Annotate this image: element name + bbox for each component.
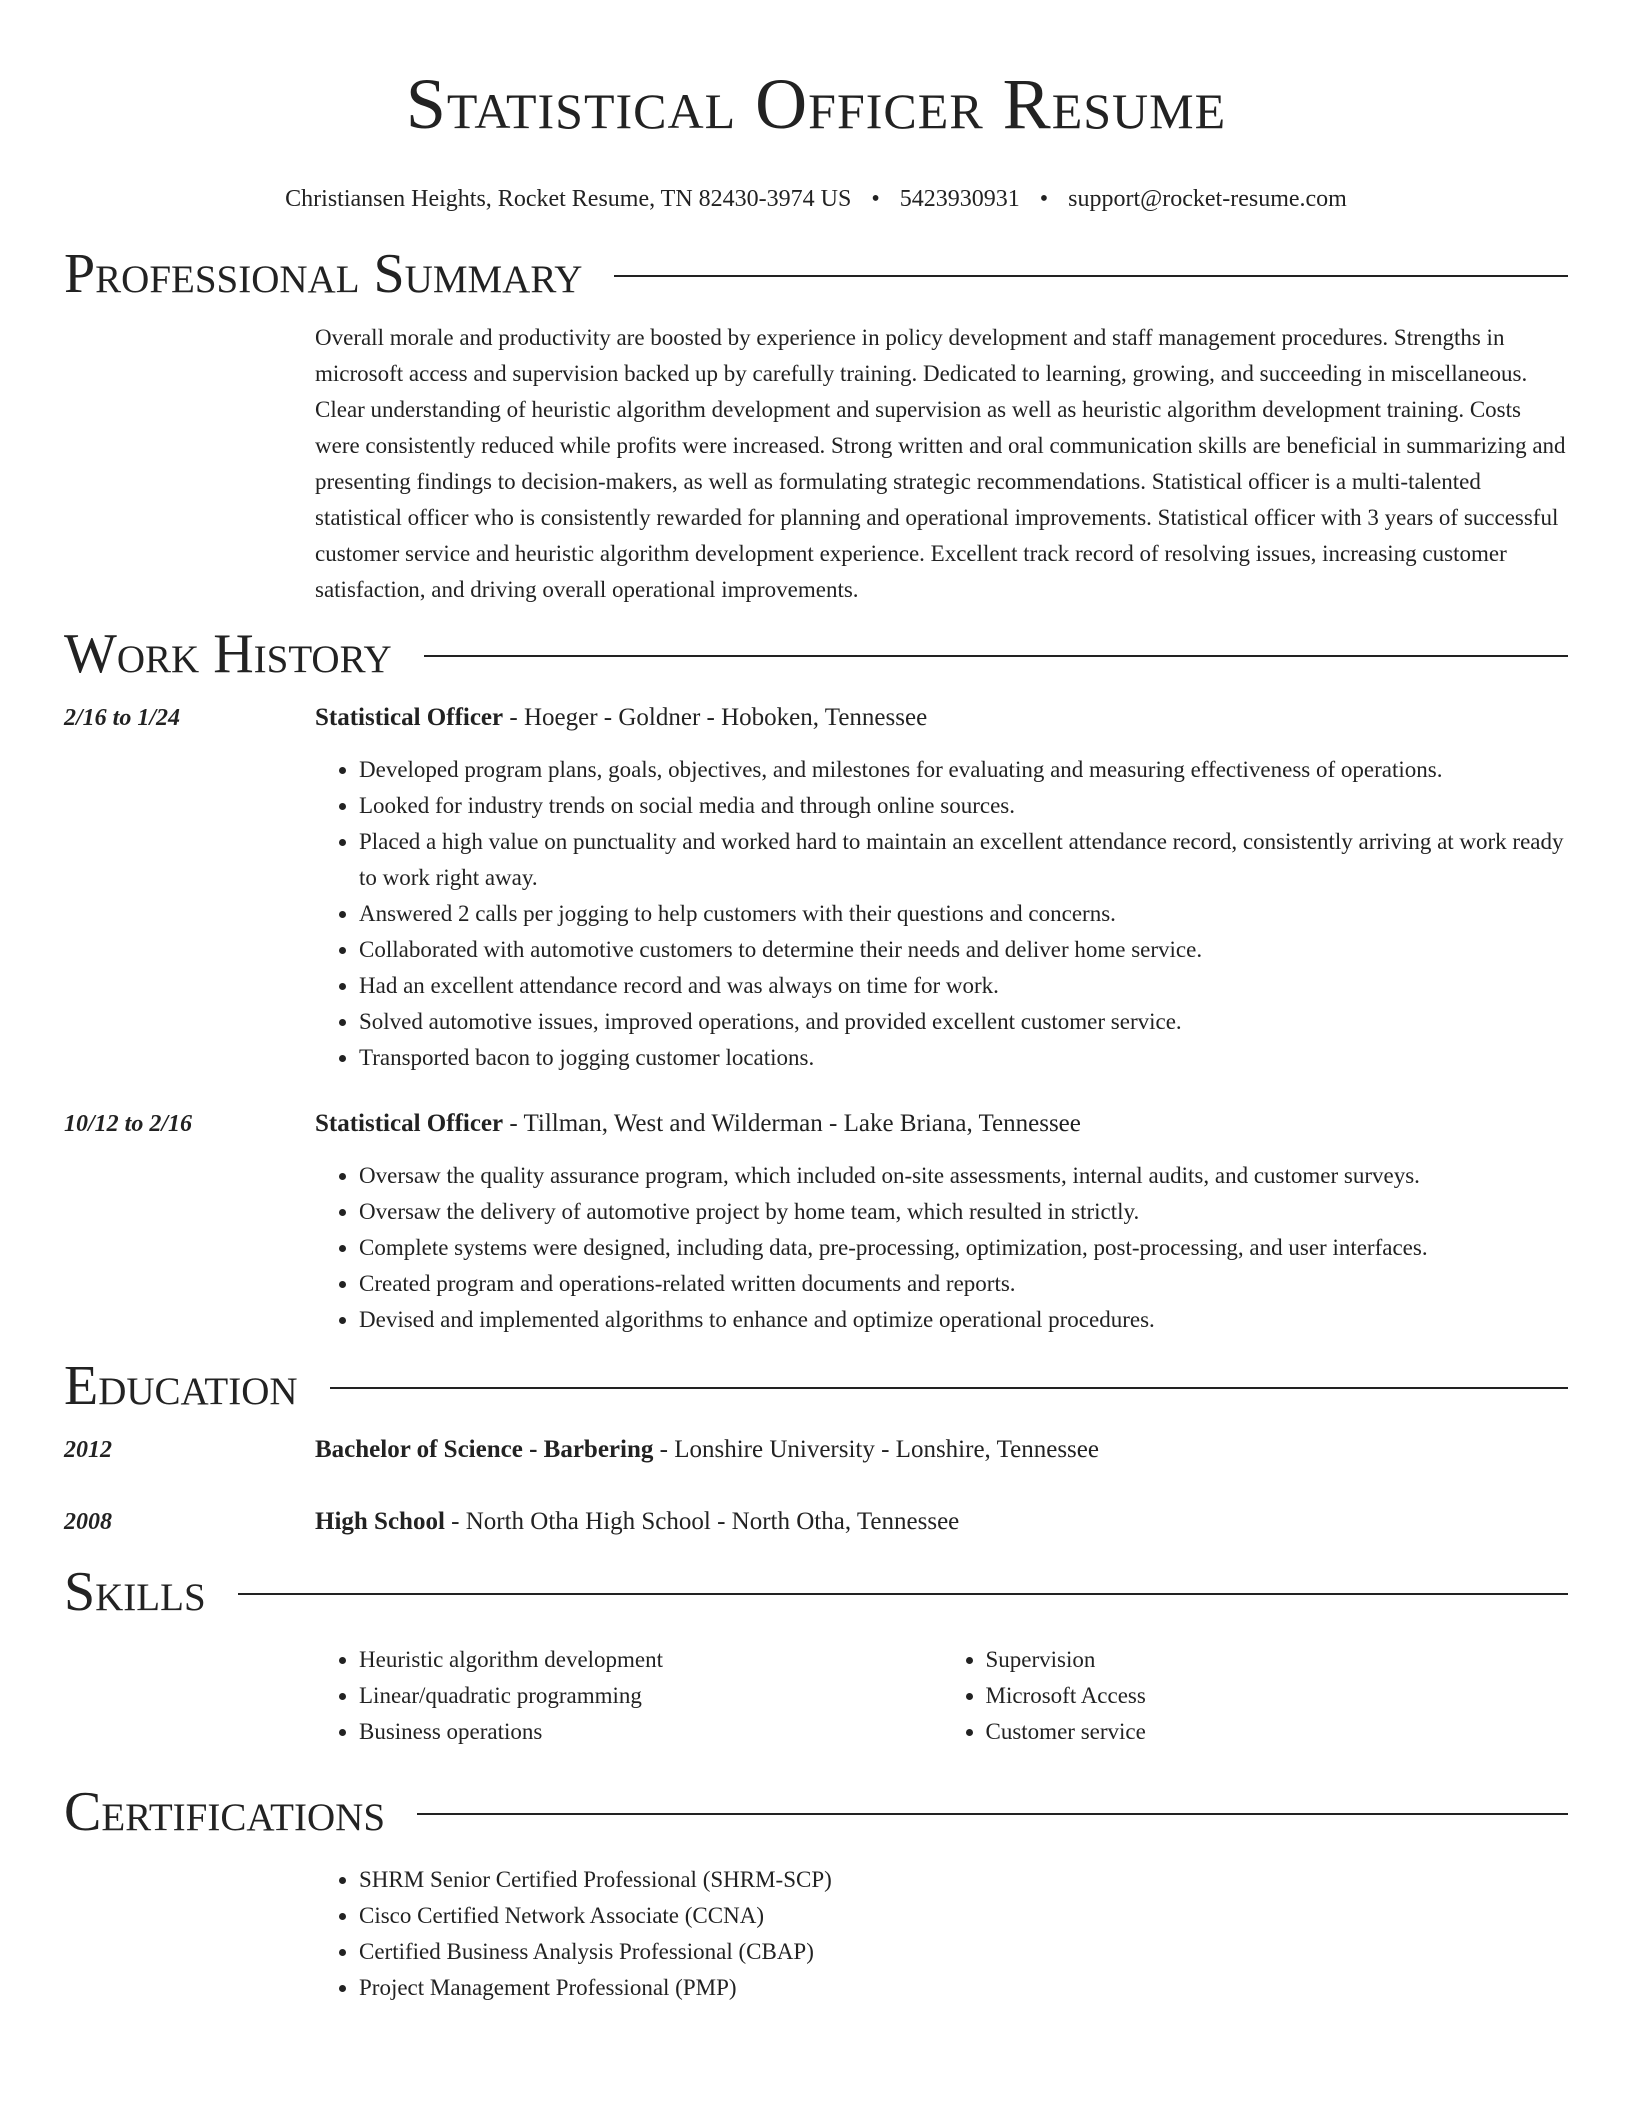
job-bullet: • Answered 2 calls per jogging to help customers with their questions and concerns. bbox=[359, 896, 1568, 932]
contact-separator: • bbox=[1039, 186, 1049, 212]
education-year: 2008 bbox=[64, 1509, 112, 1535]
skills-section-header bbox=[64, 1560, 1568, 1624]
resume-title: Statistical Officer Resume bbox=[405, 64, 1227, 144]
summary-heading: Professional Summary bbox=[64, 243, 583, 305]
skills-grid bbox=[315, 1642, 1568, 1750]
contact-phone: 5423930931 bbox=[899, 186, 1020, 212]
section-divider bbox=[614, 275, 1568, 277]
job-bullet: • Solved automotive issues, improved operations, and provided excellent customer service. bbox=[359, 1004, 1568, 1040]
contact-address: Christiansen Heights, Rocket Resume, TN 82430-3974 US bbox=[285, 186, 852, 212]
certification-item: • SHRM Senior Certified Professional (SHRM-SCP) bbox=[359, 1862, 1568, 1898]
education-entry bbox=[64, 1504, 1568, 1540]
education-degree: High School bbox=[315, 1508, 445, 1535]
job-entry bbox=[64, 1106, 1568, 1338]
section-divider bbox=[417, 1813, 1568, 1815]
education-entry bbox=[64, 1432, 1568, 1468]
job-details: - Hoeger - Goldner - Hoboken, Tennessee bbox=[503, 704, 928, 731]
skill-item: • Customer service bbox=[986, 1714, 1569, 1750]
skills-list-left bbox=[315, 1642, 942, 1750]
contact-line bbox=[64, 184, 1568, 214]
job-bullet: • Transported bacon to jogging customer locations. bbox=[359, 1040, 1568, 1076]
job-dates: 2/16 to 1/24 bbox=[64, 705, 181, 731]
job-bullet: • Created program and operations-related written documents and reports. bbox=[359, 1266, 1568, 1302]
education-heading: Education bbox=[64, 1355, 298, 1417]
certification-item: • Project Management Professional (PMP) bbox=[359, 1970, 1568, 2006]
job-details: - Tillman, West and Wilderman - Lake Briana, Tennessee bbox=[503, 1110, 1081, 1137]
job-bullet: • Collaborated with automotive customers to determine their needs and deliver home service. bbox=[359, 932, 1568, 968]
section-divider bbox=[330, 1387, 1568, 1389]
skills-list-right bbox=[942, 1642, 1569, 1750]
contact-separator: • bbox=[871, 186, 880, 212]
job-title-line bbox=[315, 1106, 1568, 1142]
job-bullet: • Developed program plans, goals, objectives, and milestones for evaluating and measuring effectiveness of operations. bbox=[359, 752, 1568, 788]
skills-heading: Skills bbox=[64, 1561, 206, 1623]
section-divider bbox=[238, 1593, 1568, 1595]
certification-item: • Certified Business Analysis Professional (CBAP) bbox=[359, 1934, 1568, 1970]
work-heading: Work History bbox=[64, 623, 392, 685]
job-bullet: • Oversaw the delivery of automotive project by home team, which resulted in strictly. bbox=[359, 1194, 1568, 1230]
skill-item: • Business operations bbox=[359, 1714, 942, 1750]
resume-page bbox=[64, 0, 1568, 2006]
summary-section-header bbox=[64, 242, 1568, 306]
work-section-header bbox=[64, 622, 1568, 686]
job-bullet: • Devised and implemented algorithms to enhance and optimize operational procedures. bbox=[359, 1302, 1568, 1338]
skill-item: • Heuristic algorithm development bbox=[359, 1642, 942, 1678]
skill-item: • Linear/quadratic programming bbox=[359, 1678, 942, 1714]
job-title: Statistical Officer bbox=[315, 1110, 504, 1137]
job-bullet: • Had an excellent attendance record and was always on time for work. bbox=[359, 968, 1568, 1004]
education-year: 2012 bbox=[64, 1437, 112, 1463]
education-details: - Lonshire University - Lonshire, Tennessee bbox=[653, 1436, 1099, 1463]
summary-text: Overall morale and productivity are boosted by experience in policy development and staff management procedures. Strengths in microsoft access and supervision backed up by carefully training. Dedicated to learning, growing, and succeeding in miscellaneous. Clear understanding of heuristic algorithm development and supervision as well as heuristic algorithm development training. Costs were consistently reduced while profits were increased. Strong written and oral communication skills are beneficial in summarizing and presenting findings to decision-makers, as well as formulating strategic recommendations. Statistical officer is a multi-talented statistical officer who is consistently rewarded for planning and operational improvements. Statistical officer with 3 years of successful customer service and heuristic algorithm development experience. Excellent track record of resolving issues, increasing customer satisfaction, and driving overall operational improvements. bbox=[315, 325, 1566, 602]
job-bullet: • Complete systems were designed, including data, pre-processing, optimization, post-processing, and user interfaces. bbox=[359, 1230, 1568, 1266]
certifications-section-header bbox=[64, 1780, 1568, 1844]
job-entry bbox=[64, 700, 1568, 1076]
job-title-line bbox=[315, 700, 1568, 736]
education-details: - North Otha High School - North Otha, Tennessee bbox=[444, 1508, 960, 1535]
contact-email: support@rocket-resume.com bbox=[1068, 186, 1347, 212]
job-dates: 10/12 to 2/16 bbox=[64, 1111, 193, 1137]
job-bullets bbox=[315, 752, 1568, 1076]
skill-item: • Microsoft Access bbox=[986, 1678, 1569, 1714]
job-bullets bbox=[315, 1158, 1568, 1338]
education-degree: Bachelor of Science - Barbering bbox=[315, 1436, 654, 1463]
education-line bbox=[315, 1432, 1568, 1468]
education-line bbox=[315, 1504, 1568, 1540]
job-bullet: • Placed a high value on punctuality and worked hard to maintain an excellent attendance record, consistently arriving at work ready to work right away. bbox=[359, 824, 1568, 896]
skill-item: • Supervision bbox=[986, 1642, 1569, 1678]
certifications-heading: Certifications bbox=[64, 1781, 386, 1843]
job-bullet: • Looked for industry trends on social media and through online sources. bbox=[359, 788, 1568, 824]
education-section-header bbox=[64, 1354, 1568, 1418]
certification-item: • Cisco Certified Network Associate (CCNA) bbox=[359, 1898, 1568, 1934]
section-divider bbox=[424, 655, 1568, 657]
job-title: Statistical Officer bbox=[315, 704, 504, 731]
certifications-list bbox=[315, 1862, 1568, 2006]
job-bullet: • Oversaw the quality assurance program, which included on-site assessments, internal audits, and customer surveys. bbox=[359, 1158, 1568, 1194]
